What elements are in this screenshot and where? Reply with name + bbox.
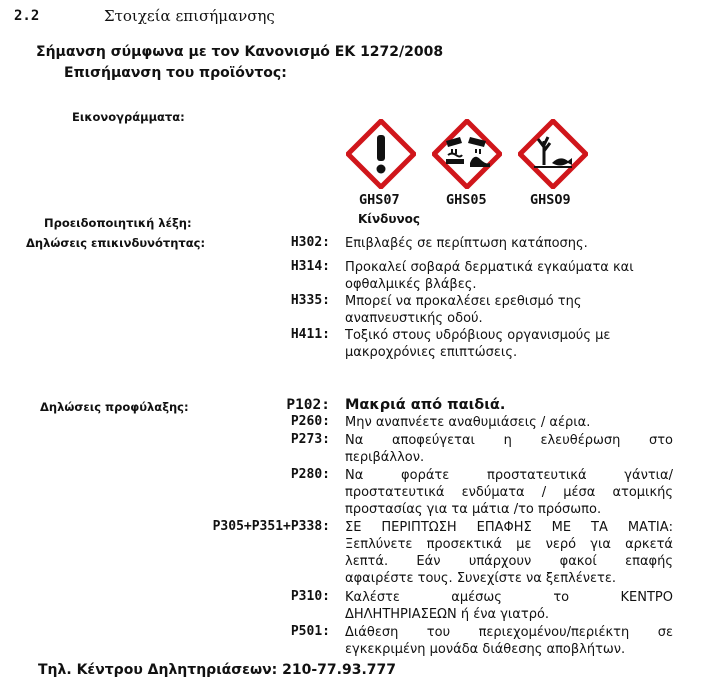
precaution-text: Να φοράτε προστατευτικά γάντια/ προστατευτικά ενδύματα / μέσα ατομικής προστασίας για τα μάτια /το πρόσωπο. bbox=[345, 468, 673, 517]
hazard-text: Τοξικό στους υδρόβιους οργανισμούς με μακροχρόνιες επιπτώσεις. bbox=[345, 328, 611, 360]
precaution-text: Καλέστε αμέσως το ΚΕΝΤΡΟ ΔΗΛΗΤΗΡΙΑΣΕΩΝ ή ένα γιατρό. bbox=[345, 590, 673, 622]
precautionary-statements-label: Δηλώσεις προφύλαξης: bbox=[40, 400, 189, 414]
hazard-code: H335: bbox=[290, 293, 330, 308]
hazard-code: H411: bbox=[290, 327, 330, 342]
poison-center-phone: Τηλ. Κέντρου Δηλητηριάσεων: 210-77.93.777 bbox=[38, 662, 397, 678]
precaution-text: ΣΕ ΠΕΡΙΠΤΩΣΗ ΕΠΑΦΗΣ ΜΕ ΤΑ ΜΑΤΙΑ: Ξεπλύνετε προσεκτικά με νερό για αρκετά λεπτά. Εάν υπάρχουν φακοί επαφής αφαιρέστε τους. Συνεχίστε να ξεπλένετε. bbox=[345, 520, 673, 586]
precaution-code: P102: bbox=[286, 397, 330, 413]
section-title: Στοιχεία επισήμανσης bbox=[104, 7, 275, 25]
precaution-text: Διάθεση του περιεχομένου/περιέκτη σε εγκεκριμένη μονάδα διάθεσης αποβλήτων. bbox=[345, 625, 673, 657]
precaution-code: P310: bbox=[290, 589, 330, 604]
hazard-text: Μπορεί να προκαλέσει ερεθισμό της αναπνευστικής οδού. bbox=[345, 294, 582, 326]
environment-icon bbox=[518, 119, 588, 189]
hazard-statements-label: Δηλώσεις επικινδυνότητας: bbox=[26, 236, 206, 250]
corrosion-icon bbox=[432, 119, 502, 189]
hazard-code: H314: bbox=[290, 259, 330, 274]
pictograms-label: Εικονογράμματα: bbox=[72, 110, 185, 124]
precaution-code: P305+P351+P338: bbox=[212, 519, 330, 534]
hazard-text: Επιβλαβές σε περίπτωση κατάποσης. bbox=[345, 236, 588, 251]
precaution-text: Να αποφεύγεται η ελευθέρωση στο περιβάλλον. bbox=[345, 433, 673, 465]
hazard-text: Προκαλεί σοβαρά δερματικά εγκαύματα και οφθαλμικές βλάβες. bbox=[345, 260, 634, 292]
exclamation-mark-icon bbox=[346, 119, 416, 189]
regulation-heading: Σήμανση σύμφωνα με τον Κανονισμό ΕΚ 1272/2008 bbox=[36, 44, 444, 60]
section-number: 2.2 bbox=[14, 8, 40, 24]
product-label-heading: Επισήμανση του προϊόντος: bbox=[64, 65, 287, 81]
ghs-code: GHS07 bbox=[359, 192, 400, 208]
hazard-code: H302: bbox=[290, 235, 330, 250]
ghs-code: GHS05 bbox=[446, 192, 487, 208]
precaution-code: P260: bbox=[290, 414, 330, 429]
precaution-code: P273: bbox=[290, 432, 330, 447]
precaution-text: Μην αναπνέετε αναθυμιάσεις / αέρια. bbox=[345, 415, 591, 430]
ghs-code: GHSO9 bbox=[530, 192, 571, 208]
precaution-code: P280: bbox=[290, 467, 330, 482]
signal-word: Κίνδυνος bbox=[358, 212, 421, 226]
precaution-text: Μακριά από παιδιά. bbox=[345, 397, 506, 413]
signal-word-label: Προειδοποιητική λέξη: bbox=[44, 216, 192, 230]
precaution-code: P501: bbox=[290, 624, 330, 639]
